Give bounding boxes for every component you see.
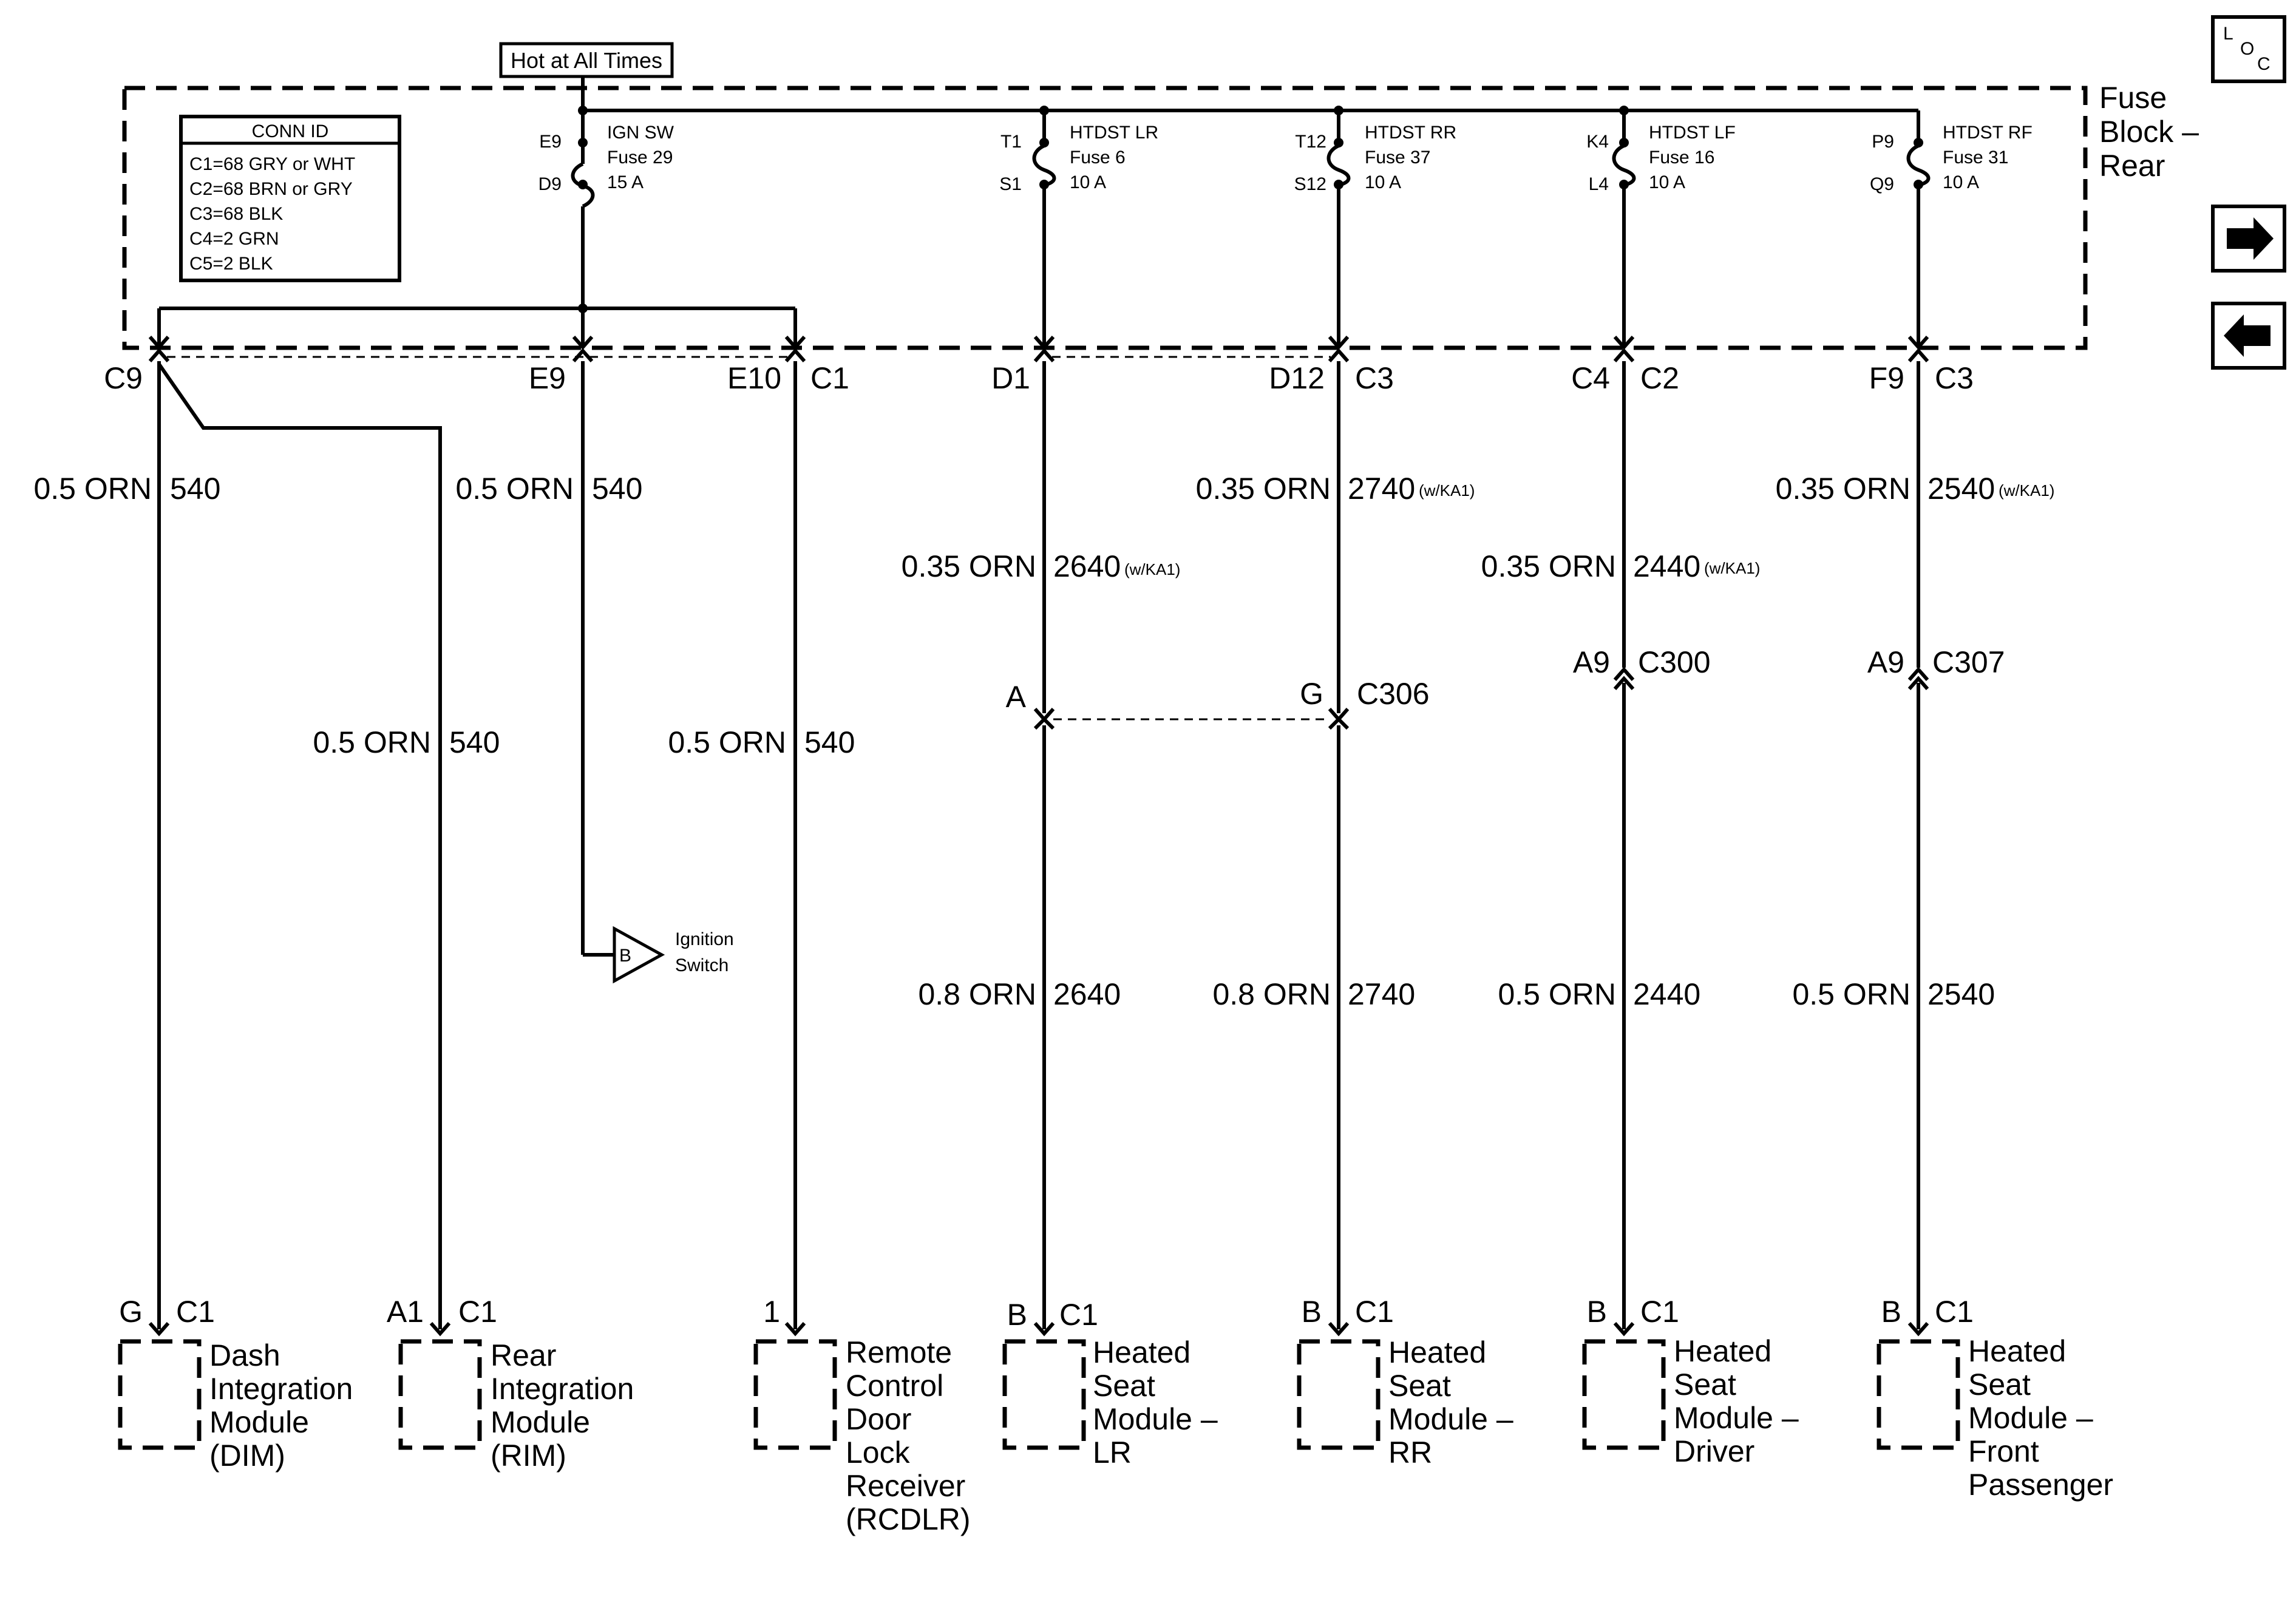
svg-text:S12: S12 (1294, 174, 1326, 194)
svg-text:Control: Control (846, 1369, 944, 1403)
svg-text:540: 540 (804, 725, 855, 759)
svg-text:Ignition: Ignition (675, 929, 734, 949)
svg-text:Module –: Module – (1388, 1402, 1513, 1436)
module-rim (387, 1295, 634, 1473)
svg-text:Integration: Integration (209, 1372, 353, 1406)
conn-c3-rf: C3 (1935, 361, 1974, 395)
svg-text:10 A: 10 A (1365, 172, 1402, 192)
pin-c9: C9 (104, 361, 143, 395)
svg-text:IGN SW: IGN SW (607, 123, 674, 143)
loc-button[interactable] (2213, 17, 2284, 81)
svg-text:(w/KA1): (w/KA1) (1419, 481, 1475, 500)
svg-text:Fuse 37: Fuse 37 (1365, 147, 1431, 168)
svg-text:C307: C307 (1932, 645, 2005, 679)
svg-text:HTDST RF: HTDST RF (1943, 123, 2033, 143)
previous-page-button[interactable] (2213, 303, 2284, 368)
svg-text:0.35 ORN: 0.35 ORN (901, 549, 1036, 583)
svg-text:(w/KA1): (w/KA1) (1124, 560, 1181, 578)
pin-d12: D12 (1269, 361, 1325, 395)
svg-text:A1: A1 (386, 1295, 424, 1329)
fuse-block-label-2: Block – (2099, 115, 2199, 149)
svg-text:Heated: Heated (1968, 1334, 2067, 1368)
pin-f9: F9 (1869, 361, 1904, 395)
svg-text:C1: C1 (176, 1295, 215, 1329)
svg-text:Passenger: Passenger (1968, 1468, 2114, 1502)
svg-text:C1: C1 (1935, 1295, 1974, 1329)
svg-text:Remote: Remote (846, 1335, 953, 1369)
conn-id-title: CONN ID (251, 121, 329, 141)
svg-text:Module: Module (491, 1405, 590, 1439)
svg-text:10 A: 10 A (1070, 172, 1107, 192)
svg-text:Module –: Module – (1093, 1402, 1218, 1436)
module-heated-seat-driver (1584, 1295, 1799, 1468)
svg-text:A: A (1005, 680, 1026, 714)
conn-c1: C1 (810, 361, 849, 395)
svg-text:(w/KA1): (w/KA1) (1704, 559, 1761, 577)
svg-text:Rear: Rear (491, 1338, 557, 1372)
ignition-switch-symbol (614, 929, 734, 981)
next-page-button[interactable] (2213, 206, 2284, 271)
conn-id-row: C1=68 GRY or WHT (189, 154, 356, 174)
conn-c2: C2 (1640, 361, 1679, 395)
svg-text:0.35 ORN: 0.35 ORN (1481, 549, 1616, 583)
svg-text:Module –: Module – (1674, 1401, 1799, 1435)
pin-e10: E10 (727, 361, 781, 395)
svg-text:Dash: Dash (209, 1338, 280, 1372)
svg-text:2740: 2740 (1348, 472, 1416, 506)
module-heated-seat-front-passenger (1879, 1295, 2113, 1502)
svg-text:Heated: Heated (1388, 1335, 1487, 1369)
svg-text:Heated: Heated (1093, 1335, 1191, 1369)
svg-text:B: B (1301, 1295, 1322, 1329)
svg-text:Module –: Module – (1968, 1401, 2093, 1435)
conn-id-row: C4=2 GRN (189, 229, 279, 249)
svg-text:2540: 2540 (1927, 977, 1995, 1011)
svg-text:0.5 ORN: 0.5 ORN (1792, 977, 1911, 1011)
svg-text:10 A: 10 A (1649, 172, 1686, 192)
module-heated-seat-rr (1299, 1295, 1513, 1470)
svg-text:C306: C306 (1357, 677, 1430, 711)
pin-d1: D1 (991, 361, 1030, 395)
conn-id-row: C5=2 BLK (189, 254, 273, 274)
svg-text:540: 540 (170, 472, 221, 506)
loc-icon-c: C (2257, 54, 2271, 74)
svg-text:Fuse 29: Fuse 29 (607, 147, 673, 168)
svg-text:HTDST RR: HTDST RR (1365, 123, 1457, 143)
svg-text:G: G (1300, 677, 1323, 711)
svg-text:0.35 ORN: 0.35 ORN (1775, 472, 1911, 506)
svg-text:B: B (1881, 1295, 1901, 1329)
svg-text:0.5 ORN: 0.5 ORN (313, 725, 431, 759)
svg-text:(RIM): (RIM) (491, 1439, 566, 1473)
svg-text:Q9: Q9 (1869, 174, 1894, 194)
svg-text:Receiver: Receiver (846, 1469, 966, 1503)
svg-text:G: G (119, 1295, 143, 1329)
svg-text:S1: S1 (999, 174, 1022, 194)
svg-text:15 A: 15 A (607, 172, 644, 192)
svg-text:0.8 ORN: 0.8 ORN (1212, 977, 1331, 1011)
svg-text:L4: L4 (1588, 174, 1609, 194)
svg-text:10 A: 10 A (1943, 172, 1980, 192)
svg-text:Seat: Seat (1968, 1368, 2031, 1402)
svg-text:HTDST LF: HTDST LF (1649, 123, 1736, 143)
svg-text:K4: K4 (1586, 132, 1609, 152)
svg-text:Fuse 16: Fuse 16 (1649, 147, 1715, 168)
fuse-htdst-rr (1294, 110, 1457, 346)
svg-text:2440: 2440 (1633, 549, 1701, 583)
svg-text:(DIM): (DIM) (209, 1439, 285, 1473)
pin-c4: C4 (1571, 361, 1610, 395)
svg-text:Seat: Seat (1388, 1369, 1451, 1403)
svg-text:(w/KA1): (w/KA1) (1999, 481, 2055, 500)
svg-text:C1: C1 (1355, 1295, 1394, 1329)
svg-text:E9: E9 (539, 132, 562, 152)
svg-text:Lock: Lock (846, 1436, 910, 1470)
fuse-block-label-3: Rear (2099, 149, 2165, 183)
fuse-htdst-rf (1870, 110, 2033, 346)
connector-c300 (1573, 645, 1711, 689)
connector-c306 (1006, 677, 1430, 728)
loc-icon-o: O (2240, 39, 2255, 59)
svg-text:Driver: Driver (1674, 1434, 1755, 1468)
svg-text:B: B (1007, 1298, 1027, 1332)
svg-text:2640: 2640 (1053, 977, 1121, 1011)
connector-c307 (1867, 645, 2005, 689)
fuse-htdst-lr (999, 110, 1158, 346)
svg-text:B: B (619, 946, 632, 966)
svg-text:Fuse 31: Fuse 31 (1943, 147, 2009, 168)
svg-text:C1: C1 (458, 1295, 497, 1329)
svg-text:HTDST LR: HTDST LR (1070, 123, 1159, 143)
svg-text:1: 1 (763, 1295, 780, 1329)
fuse-block-label-1: Fuse (2099, 81, 2167, 115)
svg-text:P9: P9 (1872, 132, 1894, 152)
loc-icon-l: L (2223, 24, 2233, 44)
svg-text:2440: 2440 (1633, 977, 1701, 1011)
svg-text:B: B (1586, 1295, 1607, 1329)
svg-text:C300: C300 (1638, 645, 1711, 679)
conn-id-table (181, 117, 399, 280)
svg-text:Front: Front (1968, 1434, 2039, 1468)
svg-text:0.5 ORN: 0.5 ORN (668, 725, 786, 759)
svg-text:A9: A9 (1867, 645, 1904, 679)
svg-text:Module: Module (209, 1405, 309, 1439)
svg-text:C1: C1 (1059, 1298, 1098, 1332)
conn-c3: C3 (1355, 361, 1394, 395)
svg-text:540: 540 (592, 472, 643, 506)
svg-text:2740: 2740 (1348, 977, 1416, 1011)
svg-text:T1: T1 (1000, 132, 1022, 152)
svg-text:0.8 ORN: 0.8 ORN (918, 977, 1036, 1011)
module-dim (119, 1295, 353, 1473)
svg-text:0.5 ORN: 0.5 ORN (455, 472, 574, 506)
fuse-htdst-lf (1586, 110, 1736, 346)
circuit-wires (159, 361, 1918, 1329)
svg-text:(RCDLR): (RCDLR) (846, 1502, 971, 1536)
svg-text:Door: Door (846, 1402, 912, 1436)
conn-id-row: C2=68 BRN or GRY (189, 179, 353, 199)
conn-id-row: C3=68 BLK (189, 204, 284, 224)
svg-text:C1: C1 (1640, 1295, 1679, 1329)
svg-text:2640: 2640 (1053, 549, 1121, 583)
svg-text:0.35 ORN: 0.35 ORN (1195, 472, 1331, 506)
svg-text:0.5 ORN: 0.5 ORN (33, 472, 152, 506)
svg-text:D9: D9 (538, 174, 562, 194)
svg-text:Seat: Seat (1674, 1368, 1736, 1402)
svg-text:Integration: Integration (491, 1372, 634, 1406)
svg-text:540: 540 (449, 725, 500, 759)
fuse-ign-sw (538, 110, 674, 308)
svg-text:Fuse 6: Fuse 6 (1070, 147, 1126, 168)
svg-text:Seat: Seat (1093, 1369, 1155, 1403)
pin-e9: E9 (528, 361, 566, 395)
svg-text:T12: T12 (1295, 132, 1326, 152)
svg-text:Switch: Switch (675, 955, 729, 975)
svg-text:0.5 ORN: 0.5 ORN (1498, 977, 1616, 1011)
svg-text:2540: 2540 (1927, 472, 1995, 506)
svg-text:A9: A9 (1572, 645, 1610, 679)
hot-at-all-times-label: Hot at All Times (510, 48, 663, 73)
svg-text:RR: RR (1388, 1436, 1433, 1470)
svg-text:Heated: Heated (1674, 1334, 1772, 1368)
module-rcdlr (756, 1295, 971, 1536)
svg-text:LR: LR (1093, 1436, 1132, 1470)
